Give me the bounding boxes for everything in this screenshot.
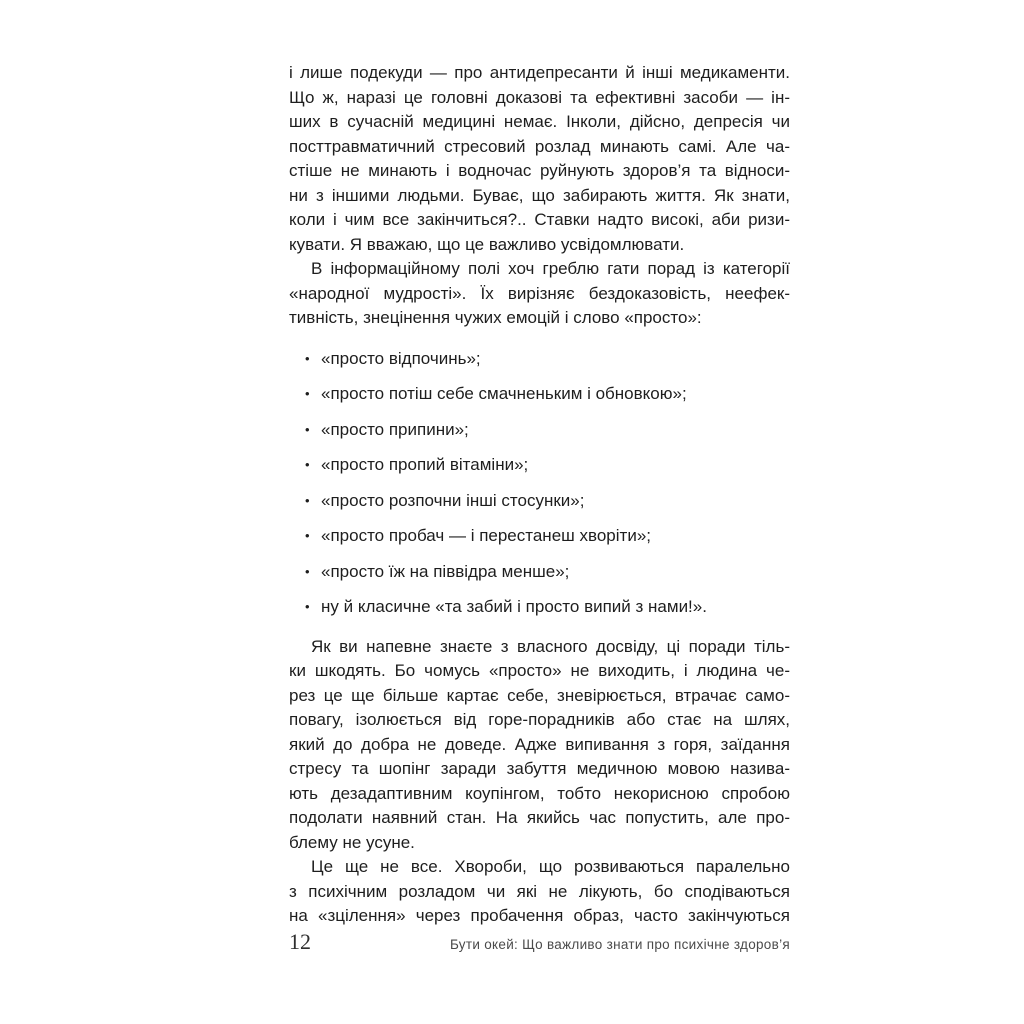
bullet-text: «просто пробач — і перестанеш хворіти»;	[321, 526, 651, 545]
paragraph-1	[289, 61, 790, 257]
text-line: блему не усуне.	[289, 832, 415, 852]
page-footer	[289, 929, 790, 955]
bullet-icon: •	[305, 599, 310, 614]
text-line: Що ж, наразі це головні доказові та ефективні засоби — ін-	[289, 87, 790, 107]
bullet-item	[289, 453, 790, 478]
text-line: ють дезадаптивним коупінгом, тобто некорисною спробою	[289, 783, 790, 803]
text-line: ни з іншими людьми. Буває, що забирають життя. Як знати,	[289, 185, 790, 205]
text-line: стресу та шопінг заради забуття медичною мовою назива-	[289, 759, 790, 778]
bullet-item	[289, 347, 790, 372]
bullet-item	[289, 595, 790, 620]
text-line: з психічним розладом чи які не лікують, бо сподіваються	[289, 881, 790, 901]
bullet-icon: •	[305, 386, 310, 401]
bullet-icon: •	[305, 421, 310, 437]
bullet-item	[289, 489, 790, 514]
bullet-icon: •	[305, 563, 310, 579]
paragraph-4	[289, 855, 790, 929]
bullet-icon: •	[305, 528, 310, 543]
running-title: Бути окей: Що важливо знати про психічне здоров’я	[449, 937, 790, 952]
text-line: рез це ще більше картає себе, зневірюється, втрачає само-	[289, 685, 790, 705]
bullet-text: ну й класичне «та забий і просто випий з нами!».	[321, 597, 707, 616]
bullet-text: «просто відпочинь»;	[321, 348, 481, 368]
paragraph-2	[289, 257, 790, 331]
text-column	[289, 61, 790, 929]
bullet-item	[289, 418, 790, 443]
text-line: Як ви напевне знаєте з власного досвіду, ці поради тіль-	[311, 636, 790, 656]
text-line: коли і чим все закінчиться?.. Ставки надто високі, аби ризи-	[289, 210, 790, 229]
bullet-text: «просто потіш себе смачненьким і обновкою»;	[321, 384, 687, 403]
page-number: 12	[289, 929, 311, 954]
text-line: який до добра не доведе. Адже випивання з горя, заїдання	[289, 734, 790, 754]
paragraph-3	[289, 635, 790, 856]
bullet-icon: •	[305, 492, 310, 508]
text-line: Це ще не все. Хвороби, що розвиваються паралельно	[311, 857, 790, 876]
text-line: на «зцілення» через пробачення образ, часто закінчуються	[289, 906, 790, 925]
text-line: і лише подекуди — про антидепресанти й інші медикаменти.	[289, 63, 790, 82]
text-line: «народної мудрості». Їх вирізняє бездоказовість, неефек-	[289, 283, 790, 303]
text-line: посттравматичний стресовий розлад минають самі. Але ча-	[289, 136, 790, 156]
bullet-text: «просто розпочни інші стосунки»;	[321, 490, 585, 510]
text-line: тивність, знецінення чужих емоцій і слово «просто»:	[289, 308, 702, 327]
bullet-text: «просто припини»;	[321, 419, 469, 439]
bullet-item	[289, 382, 790, 407]
text-line: ки шкодять. Бо чомусь «просто» не виходить, і людина че-	[289, 661, 790, 680]
bullet-item	[289, 560, 790, 585]
text-line: повагу, ізолюється від горе-порадників або стає на шлях,	[289, 710, 790, 729]
bullet-text: «просто пропий вітаміни»;	[321, 455, 529, 474]
bullet-list	[289, 347, 790, 620]
text-line: подолати наявний стан. На якийсь час попустить, але про-	[289, 808, 790, 827]
bullet-text: «просто їж на піввідра менше»;	[321, 561, 570, 581]
bullet-icon: •	[305, 350, 310, 366]
text-line: ших в сучасній медицині немає. Інколи, дійсно, депресія чи	[289, 112, 790, 131]
bullet-item	[289, 524, 790, 549]
bullet-icon: •	[305, 457, 310, 472]
text-line: стіше не минають і водночас руйнують здоров’я та відноси-	[289, 161, 790, 180]
text-line: В інформаційному полі хоч греблю гати порад із категорії	[311, 259, 790, 278]
text-line: кувати. Я вважаю, що це важливо усвідомлювати.	[289, 234, 685, 254]
